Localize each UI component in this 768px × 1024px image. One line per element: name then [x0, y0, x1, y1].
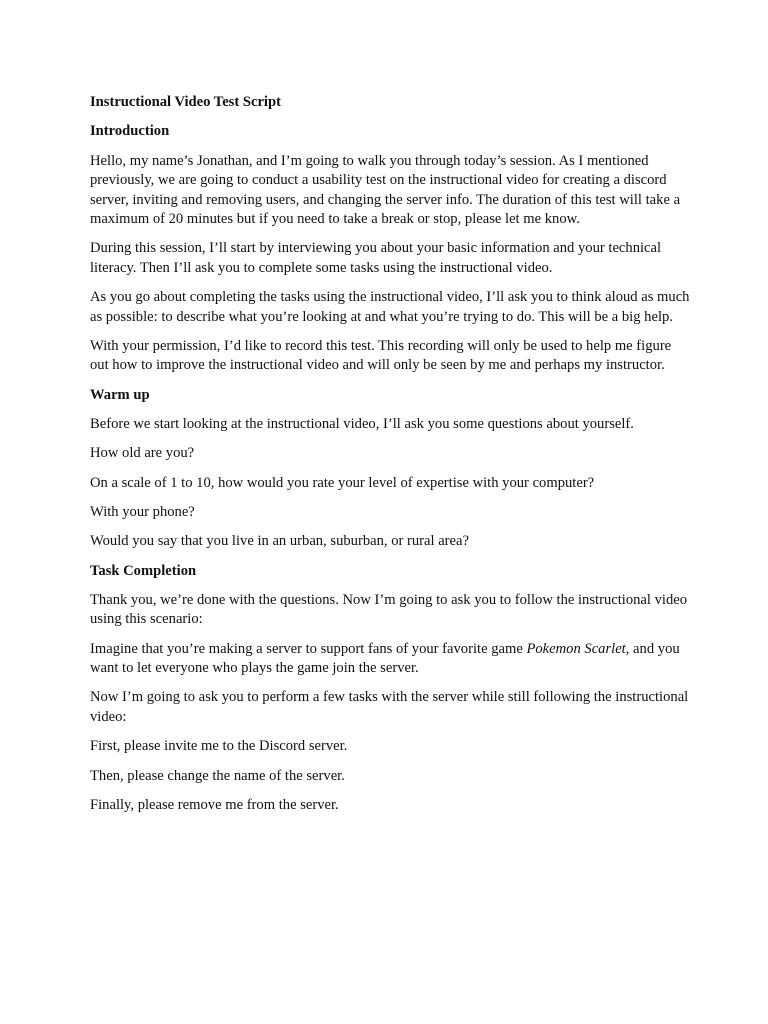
introduction-paragraph: With your permission, I’d like to record this test. This recording will only be used to help me figure out how to improve the instructional video and will only be seen by me and perhaps my instructor. — [90, 337, 672, 374]
task-completion-heading: Task Completion — [90, 562, 197, 579]
scenario-text-after: , and you want to let everyone who plays the game join the server. — [90, 640, 680, 677]
introduction-paragraph: Hello, my name’s Jonathan, and I’m going to walk you through today’s session. As I mentioned previously, we are going to conduct a usability test on the instructional video for creating a discord server, inviting and removing users, and changing the server info. The duration of this test will take a maximum of 20 minutes but if you need to take a break or stop, please let me know. — [90, 152, 681, 228]
warm-up-question: Would you say that you live in an urban, suburban, or rural area? — [90, 533, 469, 550]
warm-up-question: On a scale of 1 to 10, how would you rate your level of expertise with your computer? — [90, 474, 595, 491]
warm-up-heading: Warm up — [90, 386, 150, 403]
introduction-paragraph: As you go about completing the tasks using the instructional video, I’ll ask you to think aloud as much as possible: to describe what you’re looking at and what you’re trying to do. This will be a big help. — [90, 289, 690, 325]
introduction-paragraph: During this session, I’ll start by interviewing you about your basic information and your technical literacy. Then I’ll ask you to complete some tasks using the instructional video. — [90, 240, 662, 276]
game-title: Pokemon Scarlet — [526, 640, 626, 657]
warm-up-paragraph: Before we start looking at the instructional video, I’ll ask you some questions about yourself. — [90, 416, 634, 433]
introduction-heading: Introduction — [90, 123, 170, 140]
scenario-paragraph — [90, 640, 690, 679]
task-completion-intro: Thank you, we’re done with the questions. Now I’m going to ask you to follow the instructional video using this scenario: — [90, 591, 688, 628]
task-item: Then, please change the name of the server. — [90, 767, 345, 784]
document-page — [90, 93, 690, 825]
warm-up-question: How old are you? — [90, 445, 195, 462]
document-title: Instructional Video Test Script — [90, 94, 281, 110]
tasks-intro: Now I’m going to ask you to perform a few tasks with the server while still following the instructional video: — [90, 689, 689, 725]
task-item: Finally, please remove me from the server. — [90, 796, 339, 813]
task-item: First, please invite me to the Discord server. — [90, 738, 348, 755]
warm-up-question: With your phone? — [90, 503, 195, 520]
scenario-text-before: Imagine that you’re making a server to support fans of your favorite game — [90, 640, 527, 657]
